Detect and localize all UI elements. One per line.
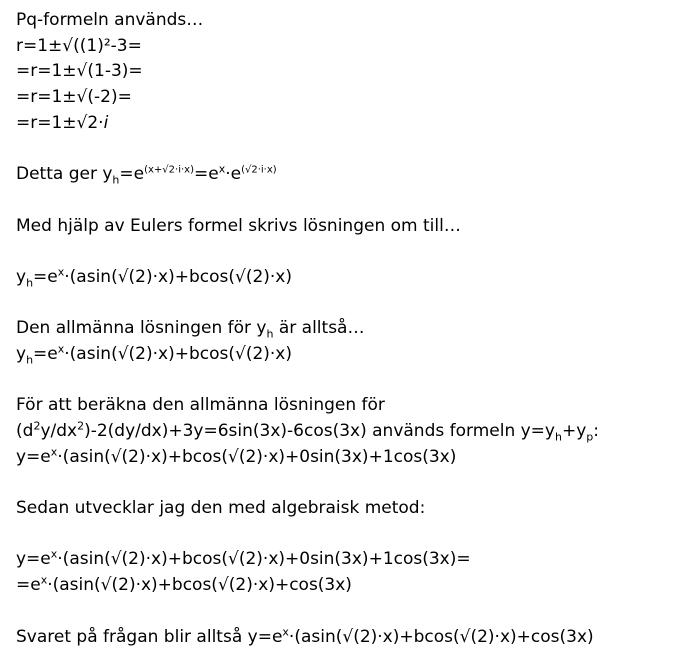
- spacer: [16, 188, 688, 214]
- homogeneous-solution-line: [16, 162, 688, 188]
- spacer: [16, 599, 688, 625]
- text: y=e: [16, 549, 51, 570]
- exponent: 2: [77, 419, 85, 433]
- text: r=1±√((1)²-3=: [16, 35, 142, 56]
- pq-step-4: [16, 111, 688, 137]
- spacer: [16, 470, 688, 496]
- text: +y: [561, 421, 587, 441]
- text: y: [16, 343, 27, 364]
- final-answer-line: [16, 625, 688, 651]
- text: ·(asin(√(2)·x)+bcos(√(2)·x)+0sin(3x)+1cos(3x)=: [57, 549, 471, 570]
- spacer: [16, 522, 688, 548]
- text: ·e: [225, 164, 242, 185]
- general-solution-line: [16, 342, 688, 368]
- subscript: h: [266, 327, 274, 341]
- exponent: x: [50, 547, 58, 561]
- text: ·(asin(√(2)·x)+bcos(√(2)·x)+cos(3x): [288, 626, 594, 647]
- subscript: h: [112, 173, 120, 187]
- differential-equation-line: [16, 419, 688, 445]
- text: För att beräkna den allmänna lösningen för: [16, 395, 385, 416]
- exponent: x: [40, 573, 48, 587]
- spacer: [16, 291, 688, 317]
- text: Med hjälp av Eulers formel skrivs lösningen om till…: [16, 215, 461, 236]
- spacer: [16, 368, 688, 394]
- algebraic-method-intro: [16, 496, 688, 522]
- text: ·(asin(√(2)·x)+bcos(√(2)·x)+0sin(3x)+1cos(3x): [57, 446, 457, 467]
- spacer: [16, 239, 688, 265]
- spacer: [16, 136, 688, 162]
- general-solution-intro: [16, 316, 688, 342]
- text: :: [593, 421, 600, 441]
- text: y/dx: [40, 421, 78, 441]
- subscript: h: [26, 276, 34, 290]
- text: y: [16, 266, 27, 287]
- euler-formula-line: [16, 214, 688, 240]
- exponent: (√2·i·x): [241, 164, 277, 176]
- text: (d: [16, 421, 34, 441]
- pq-step-1: [16, 34, 688, 60]
- exponent: (x+√2·i·x): [144, 164, 194, 176]
- rewritten-solution-line: [16, 265, 688, 291]
- pq-step-3: [16, 85, 688, 111]
- text: ·(asin(√(2)·x)+bcos(√(2)·x)+cos(3x): [47, 575, 352, 596]
- text: )-2(dy/dx)+3y=6sin(3x)-6cos(3x) används formeln y=y: [84, 421, 555, 441]
- text: Pq-formeln används…: [16, 10, 204, 30]
- exponent: x: [50, 445, 58, 459]
- pq-step-2: [16, 59, 688, 85]
- exponent: x: [218, 162, 226, 176]
- subscript: h: [555, 430, 562, 444]
- text: ·(asin(√(2)·x)+bcos(√(2)·x): [64, 343, 292, 364]
- text: y=e: [16, 446, 51, 467]
- text: =e: [33, 343, 58, 364]
- text: =e: [193, 164, 219, 185]
- text: =e: [33, 266, 58, 287]
- exponent: x: [57, 342, 65, 356]
- exponent: x: [282, 624, 289, 638]
- pq-formula-intro: [16, 8, 688, 34]
- text: =r=1±√(1-3)=: [16, 61, 143, 82]
- text: =r=1±√2·: [16, 112, 104, 133]
- subscript: h: [26, 353, 34, 367]
- text: Svaret på frågan blir alltså y=e: [16, 626, 283, 647]
- algebraic-step-1: [16, 547, 688, 573]
- text: är alltså…: [273, 318, 365, 339]
- text: =e: [16, 575, 41, 596]
- text: ·(asin(√(2)·x)+bcos(√(2)·x): [64, 266, 292, 287]
- subscript: p: [586, 430, 594, 444]
- text: =r=1±√(-2)=: [16, 87, 132, 108]
- text: =e: [119, 164, 145, 185]
- exponent: x: [57, 265, 65, 279]
- full-solution-intro: [16, 393, 688, 419]
- exponent: 2: [33, 419, 41, 433]
- text: Detta ger y: [16, 164, 113, 185]
- text: Den allmänna lösningen för y: [16, 318, 267, 339]
- text: Sedan utvecklar jag den med algebraisk metod:: [16, 498, 426, 519]
- algebraic-step-2: [16, 573, 688, 599]
- full-solution-line: [16, 445, 688, 471]
- imaginary-unit: i: [103, 112, 109, 133]
